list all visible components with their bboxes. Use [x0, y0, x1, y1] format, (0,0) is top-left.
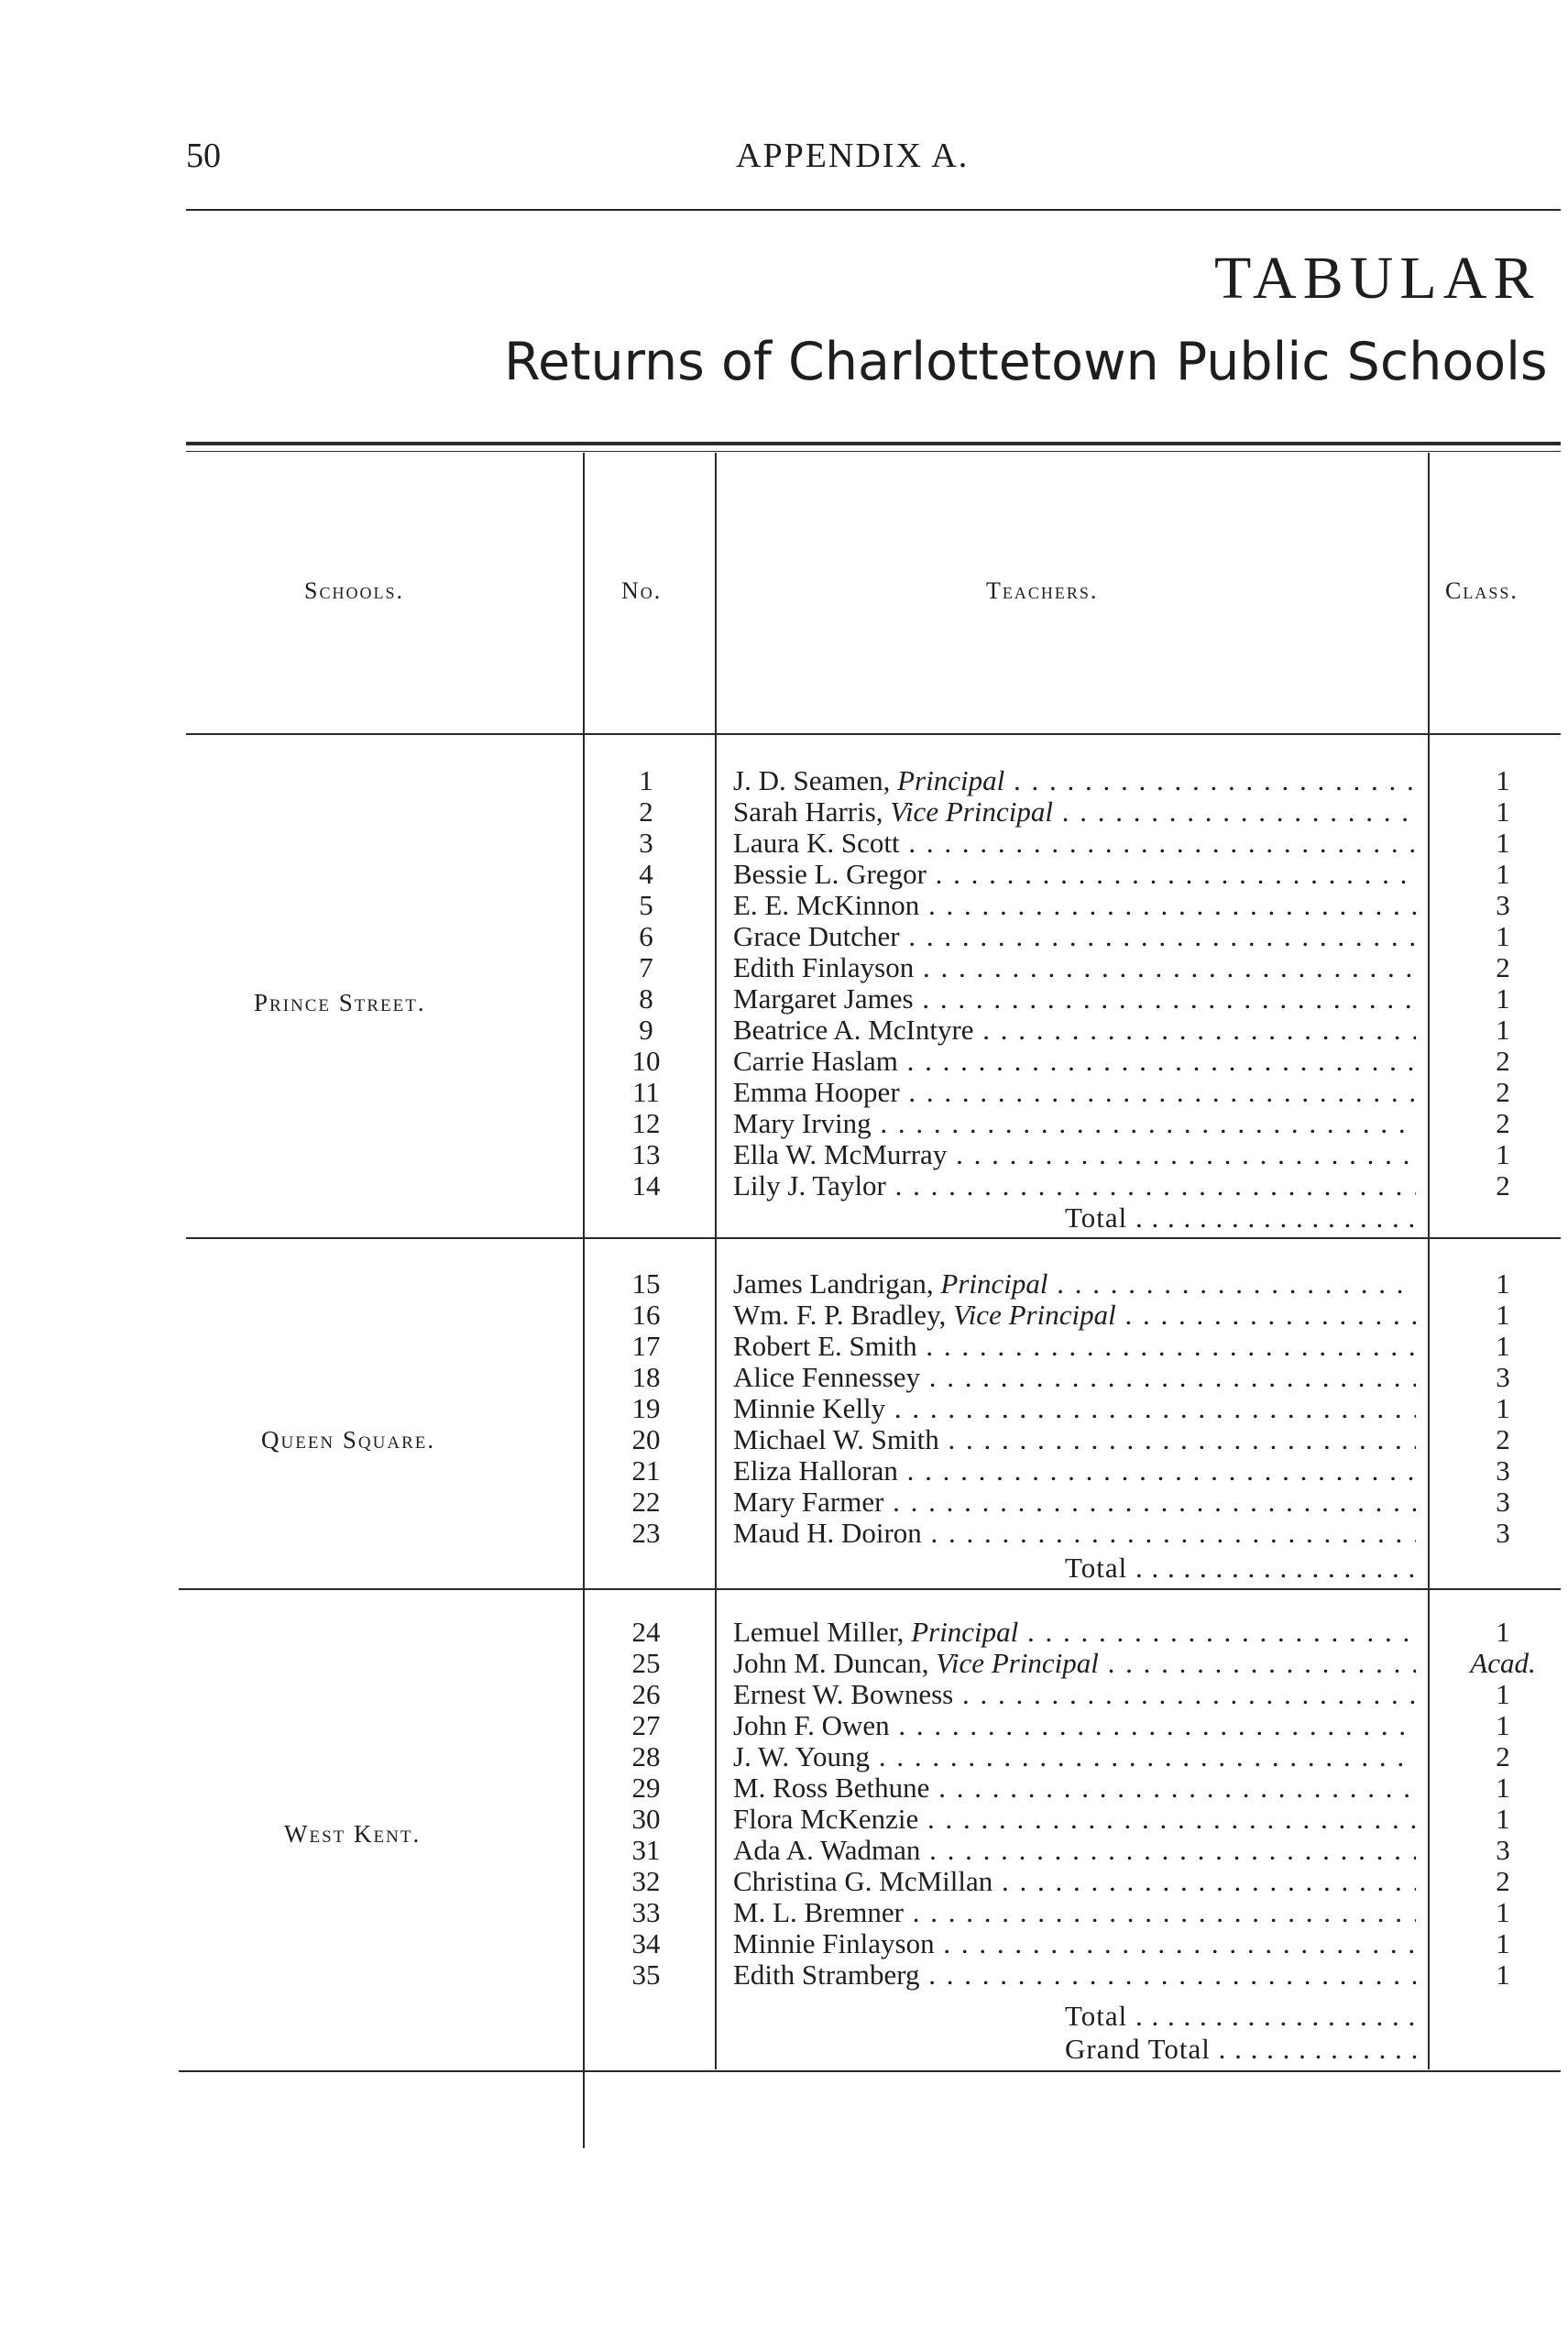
- row-number: 2: [639, 795, 653, 828]
- teacher-cell: [733, 1772, 1416, 1804]
- teacher-name: Ella W. McMurray: [733, 1139, 948, 1170]
- running-title: APPENDIX A.: [736, 137, 970, 175]
- teacher-cell: [733, 1139, 1416, 1170]
- teacher-name: Flora McKenzie: [733, 1804, 919, 1835]
- teacher-cell: [733, 921, 1416, 952]
- table-row: [0, 1959, 1568, 1991]
- page-header: [0, 136, 1568, 191]
- class-value: 1: [1496, 1772, 1510, 1804]
- table-row: [0, 890, 1568, 921]
- teacher-name: Grace Dutcher: [733, 921, 900, 952]
- teacher-name: Emma Hooper: [733, 1077, 900, 1108]
- class-value: 1: [1496, 795, 1510, 828]
- table-row: [0, 1455, 1568, 1487]
- teacher-name: Wm. F. P. Bradley,: [733, 1300, 954, 1331]
- teacher-name: Lemuel Miller,: [733, 1617, 912, 1648]
- table-row: [0, 1710, 1568, 1741]
- grand-total-label: Grand Total . . .: [1065, 2033, 1416, 2066]
- class-value: 1: [1496, 1927, 1510, 1959]
- teacher-cell: [733, 1300, 1416, 1331]
- row-number: 14: [631, 1169, 661, 1201]
- teacher-role: Vice Principal: [936, 1648, 1099, 1679]
- class-value: 1: [1496, 1803, 1510, 1835]
- teacher-cell: [733, 859, 1416, 890]
- class-value: 2: [1496, 951, 1510, 983]
- table-row: [0, 1897, 1568, 1928]
- teacher-cell: [733, 1866, 1416, 1897]
- class-value: 1: [1496, 1678, 1510, 1710]
- table-row: [0, 1487, 1568, 1518]
- page-number: 50: [186, 137, 221, 175]
- row-number: 27: [631, 1709, 661, 1741]
- total-label: Total . . .: [1065, 1552, 1416, 1585]
- teacher-cell: [733, 1617, 1416, 1648]
- table-row: [0, 1268, 1568, 1300]
- row-number: 26: [631, 1678, 661, 1710]
- row-number: 28: [631, 1740, 661, 1772]
- row-number: 13: [631, 1138, 661, 1170]
- total-label: Total . . .: [1065, 2000, 1416, 2033]
- table-row: [0, 1077, 1568, 1108]
- bottom-rule: [179, 2070, 1561, 2072]
- teacher-name: Laura K. Scott: [733, 828, 900, 859]
- table-row: [0, 765, 1568, 796]
- table-row: [0, 983, 1568, 1015]
- class-value: 2: [1496, 1107, 1510, 1139]
- teacher-cell: [733, 952, 1416, 983]
- school-name: Prince Street.: [254, 989, 426, 1016]
- class-value: 3: [1496, 1517, 1510, 1549]
- teacher-name: Lily J. Taylor: [733, 1170, 886, 1201]
- teacher-cell: [733, 1928, 1416, 1959]
- table-title: TABULAR: [1214, 245, 1541, 312]
- teacher-name: Eliza Halloran: [733, 1455, 898, 1487]
- table-row: [0, 859, 1568, 890]
- teacher-cell: [733, 1487, 1416, 1518]
- class-value: 1: [1496, 982, 1510, 1015]
- teacher-cell: [733, 1518, 1416, 1549]
- teacher-cell: [733, 828, 1416, 859]
- row-number: 25: [631, 1647, 661, 1679]
- teacher-name: Edith Finlayson: [733, 952, 915, 983]
- table-row: [0, 1424, 1568, 1455]
- class-value: Acad.: [1470, 1647, 1536, 1679]
- teacher-name: Ernest W. Bowness: [733, 1679, 954, 1710]
- teacher-name: Alice Fennessey: [733, 1362, 921, 1393]
- table-row: [0, 1300, 1568, 1331]
- column-header-no: No.: [621, 577, 663, 604]
- teacher-cell: [733, 890, 1416, 921]
- row-number: 21: [631, 1454, 661, 1487]
- grand-total-row: [0, 2033, 1568, 2066]
- teacher-name: Ada A. Wadman: [733, 1835, 921, 1866]
- school-name: Queen Square.: [261, 1426, 436, 1454]
- total-label: Total . . .: [1065, 1201, 1416, 1234]
- teacher-cell: [733, 1710, 1416, 1741]
- teacher-name: M. Ross Bethune: [733, 1772, 930, 1804]
- group-rule-2: [179, 1588, 1561, 1590]
- table-row: [0, 1362, 1568, 1393]
- teacher-name: Maud H. Doiron: [733, 1518, 922, 1549]
- teacher-cell: [733, 1268, 1416, 1300]
- row-number: 34: [631, 1927, 661, 1959]
- teacher-cell: [733, 796, 1416, 828]
- teacher-cell: [733, 983, 1416, 1015]
- row-number: 11: [632, 1076, 660, 1108]
- teacher-cell: [733, 1804, 1416, 1835]
- teacher-cell: [733, 1362, 1416, 1393]
- class-value: 2: [1496, 1865, 1510, 1897]
- row-number: 8: [639, 982, 653, 1015]
- teacher-role: Principal: [911, 1617, 1019, 1648]
- column-header-class: Class.: [1445, 577, 1519, 604]
- class-value: 1: [1496, 1299, 1510, 1331]
- class-value: 1: [1496, 920, 1510, 952]
- total-row: [0, 1552, 1568, 1585]
- class-value: 1: [1496, 1267, 1510, 1300]
- teacher-cell: [733, 1959, 1416, 1991]
- group-rule-1: [186, 1237, 1561, 1239]
- row-number: 5: [639, 889, 653, 921]
- top-rule-thin: [186, 451, 1561, 452]
- table-row: [0, 828, 1568, 859]
- table-row: [0, 1679, 1568, 1710]
- teacher-cell: [733, 1424, 1416, 1455]
- teacher-name: J. D. Seamen,: [733, 765, 898, 796]
- row-number: 15: [631, 1267, 661, 1300]
- row-number: 1: [639, 764, 653, 796]
- row-number: 7: [639, 951, 653, 983]
- class-value: 1: [1496, 1014, 1510, 1046]
- teacher-cell: [733, 1015, 1416, 1046]
- teacher-name: Christina G. McMillan: [733, 1866, 993, 1897]
- teacher-name: J. W. Young: [733, 1741, 871, 1772]
- teacher-cell: [733, 1046, 1416, 1077]
- teacher-cell: [733, 1679, 1416, 1710]
- table-row: [0, 1617, 1568, 1648]
- teacher-name: James Landrigan,: [733, 1268, 941, 1300]
- row-number: 16: [631, 1299, 661, 1331]
- teacher-cell: [733, 1835, 1416, 1866]
- teacher-role: Principal: [897, 765, 1005, 796]
- teacher-name: Minnie Finlayson: [733, 1928, 935, 1959]
- class-value: 1: [1496, 858, 1510, 890]
- table-row: [0, 1331, 1568, 1362]
- teacher-role: Principal: [940, 1268, 1048, 1300]
- teacher-name: Bessie L. Gregor: [733, 859, 927, 890]
- class-value: 1: [1496, 1392, 1510, 1424]
- table-row: [0, 952, 1568, 983]
- class-value: 3: [1496, 1486, 1510, 1518]
- class-value: 1: [1496, 1330, 1510, 1362]
- header-bottom-rule: [186, 733, 1561, 735]
- row-number: 33: [631, 1896, 661, 1928]
- table-row: [0, 1170, 1568, 1201]
- table-row: [0, 1393, 1568, 1424]
- class-value: 1: [1496, 827, 1510, 859]
- class-value: 3: [1496, 1361, 1510, 1393]
- teacher-name: M. L. Bremner: [733, 1897, 904, 1928]
- row-number: 18: [631, 1361, 661, 1393]
- teacher-cell: [733, 1077, 1416, 1108]
- table-row: [0, 1139, 1568, 1170]
- table-row: [0, 1772, 1568, 1804]
- row-number: 31: [631, 1834, 661, 1866]
- class-value: 1: [1496, 1138, 1510, 1170]
- row-number: 4: [639, 858, 653, 890]
- teacher-cell: [733, 1108, 1416, 1139]
- table-row: [0, 1648, 1568, 1679]
- teacher-name: E. E. McKinnon: [733, 890, 920, 921]
- school-name: West Kent.: [284, 1820, 422, 1848]
- class-value: 2: [1496, 1076, 1510, 1108]
- teacher-name: John M. Duncan,: [733, 1648, 937, 1679]
- table-row: [0, 1866, 1568, 1897]
- table-subtitle: Returns of Charlottetown Public Schools: [504, 332, 1548, 392]
- teacher-name: Mary Irving: [733, 1108, 872, 1139]
- table-row: [0, 1046, 1568, 1077]
- column-header-schools: Schools.: [304, 577, 404, 604]
- teacher-cell: [733, 1897, 1416, 1928]
- class-value: 2: [1496, 1740, 1510, 1772]
- row-number: 17: [631, 1330, 661, 1362]
- teacher-cell: [733, 1331, 1416, 1362]
- teacher-name: John F. Owen: [733, 1710, 890, 1741]
- class-value: 3: [1496, 1834, 1510, 1866]
- table-row: [0, 1928, 1568, 1959]
- row-number: 35: [631, 1958, 661, 1991]
- top-rule-thick: [186, 442, 1561, 445]
- teacher-name: Carrie Haslam: [733, 1046, 898, 1077]
- table-row: [0, 796, 1568, 828]
- table-row: [0, 1015, 1568, 1046]
- row-number: 22: [631, 1486, 661, 1518]
- class-value: 1: [1496, 1896, 1510, 1928]
- column-header-teachers: Teachers.: [986, 577, 1099, 604]
- table-row: [0, 1741, 1568, 1772]
- table-row: [0, 1835, 1568, 1866]
- row-number: 10: [631, 1045, 661, 1077]
- class-value: 2: [1496, 1423, 1510, 1455]
- class-value: 2: [1496, 1169, 1510, 1201]
- teacher-cell: [733, 1393, 1416, 1424]
- teacher-name: Minnie Kelly: [733, 1393, 886, 1424]
- row-number: 9: [639, 1014, 653, 1046]
- class-value: 3: [1496, 1454, 1510, 1487]
- teacher-cell: [733, 1170, 1416, 1201]
- teacher-name: Michael W. Smith: [733, 1424, 939, 1455]
- header-rule: [186, 209, 1561, 211]
- class-value: 1: [1496, 1709, 1510, 1741]
- teacher-name: Robert E. Smith: [733, 1331, 917, 1362]
- class-value: 1: [1496, 1958, 1510, 1991]
- total-row: [0, 1201, 1568, 1234]
- row-number: 23: [631, 1517, 661, 1549]
- class-value: 3: [1496, 889, 1510, 921]
- row-number: 30: [631, 1803, 661, 1835]
- teacher-role: Vice Principal: [890, 796, 1053, 828]
- table-row: [0, 1518, 1568, 1549]
- teacher-cell: [733, 1741, 1416, 1772]
- table-row: [0, 1108, 1568, 1139]
- teacher-cell: [733, 1648, 1416, 1679]
- row-number: 3: [639, 827, 653, 859]
- class-value: 2: [1496, 1045, 1510, 1077]
- table-row: [0, 921, 1568, 952]
- row-number: 19: [631, 1392, 661, 1424]
- teacher-name: Beatrice A. McIntyre: [733, 1015, 974, 1046]
- row-number: 29: [631, 1772, 661, 1804]
- row-number: 12: [631, 1107, 661, 1139]
- class-value: 1: [1496, 1616, 1510, 1648]
- class-value: 1: [1496, 764, 1510, 796]
- teacher-name: Margaret James: [733, 983, 914, 1015]
- teacher-cell: [733, 1455, 1416, 1487]
- table-row: [0, 1804, 1568, 1835]
- teacher-role: Vice Principal: [953, 1300, 1116, 1331]
- row-number: 32: [631, 1865, 661, 1897]
- teacher-cell: [733, 765, 1416, 796]
- teacher-name: Mary Farmer: [733, 1487, 884, 1518]
- teacher-name: Edith Stramberg: [733, 1959, 920, 1991]
- teacher-name: Sarah Harris,: [733, 796, 891, 828]
- total-row: [0, 2000, 1568, 2033]
- row-number: 6: [639, 920, 653, 952]
- row-number: 20: [631, 1423, 661, 1455]
- row-number: 24: [631, 1616, 661, 1648]
